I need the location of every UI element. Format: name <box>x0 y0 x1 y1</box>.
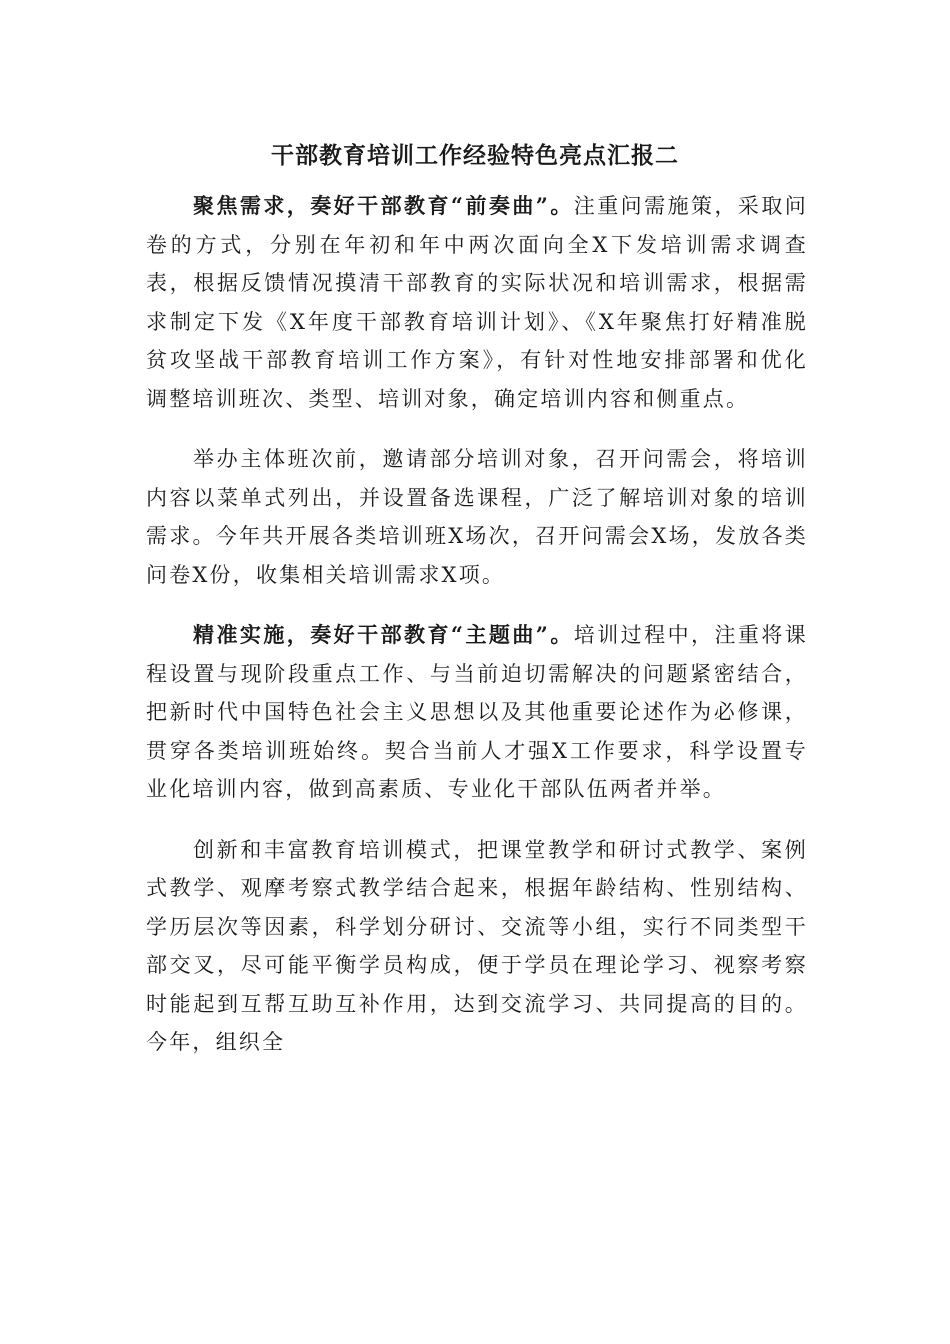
document-title: 干部教育培训工作经验特色亮点汇报二 <box>271 142 679 169</box>
paragraph-text: 创新和丰富教育培训模式，把课堂教学和研讨式教学、案例式教学、观摩考察式教学结合起来，根据年龄结构、性别结构、学历层次等因素，科学划分研讨、交流等小组，实行不同类型干部交叉，尽可能平衡学员构成，便于学员在理论学习、视察考察时能起到互帮互助互补作用，达到交流学习、共同提高的目的。今年，组织全 <box>146 837 808 1054</box>
document-body <box>146 187 808 1084</box>
paragraph-text: 培训过程中，注重将课程设置与现阶段重点工作、与当前迫切需解决的问题紧密结合，把新时代中国特色社会主义思想以及其他重要论述作为必修课，贯穿各类培训班始终。契合当前人才强X工作要求，科学设置专业化培训内容，做到高素质、专业化干部队伍两者并举。 <box>146 623 809 801</box>
paragraph-1 <box>146 187 808 418</box>
paragraph-4 <box>146 831 808 1062</box>
paragraph-3 <box>146 616 808 809</box>
paragraph-text: 注重问需施策，采取问卷的方式，分别在年初和年中两次面向全X下发培训需求调查表，根据反馈情况摸清干部教育的实际状况和培训需求，根据需求制定下发《X年度干部教育培训计划》、《X年聚焦打好精准脱贫攻坚战干部教育培训工作方案》，有针对性地安排部署和优化调整培训班次、类型、培训对象，确定培训内容和侧重点。 <box>146 194 809 411</box>
paragraph-text: 举办主体班次前，邀请部分培训对象，召开问需会，将培训内容以菜单式列出，并设置备选课程，广泛了解培训对象的培训需求。今年共开展各类培训班X场次，召开问需会X场，发放各类问卷X份，收集相关培训需求X项。 <box>146 447 808 587</box>
paragraph-lead: 聚焦需求，奏好干部教育“前奏曲”。 <box>193 193 574 218</box>
paragraph-2 <box>146 440 808 594</box>
paragraph-lead: 精准实施，奏好干部教育“主题曲”。 <box>193 622 574 647</box>
